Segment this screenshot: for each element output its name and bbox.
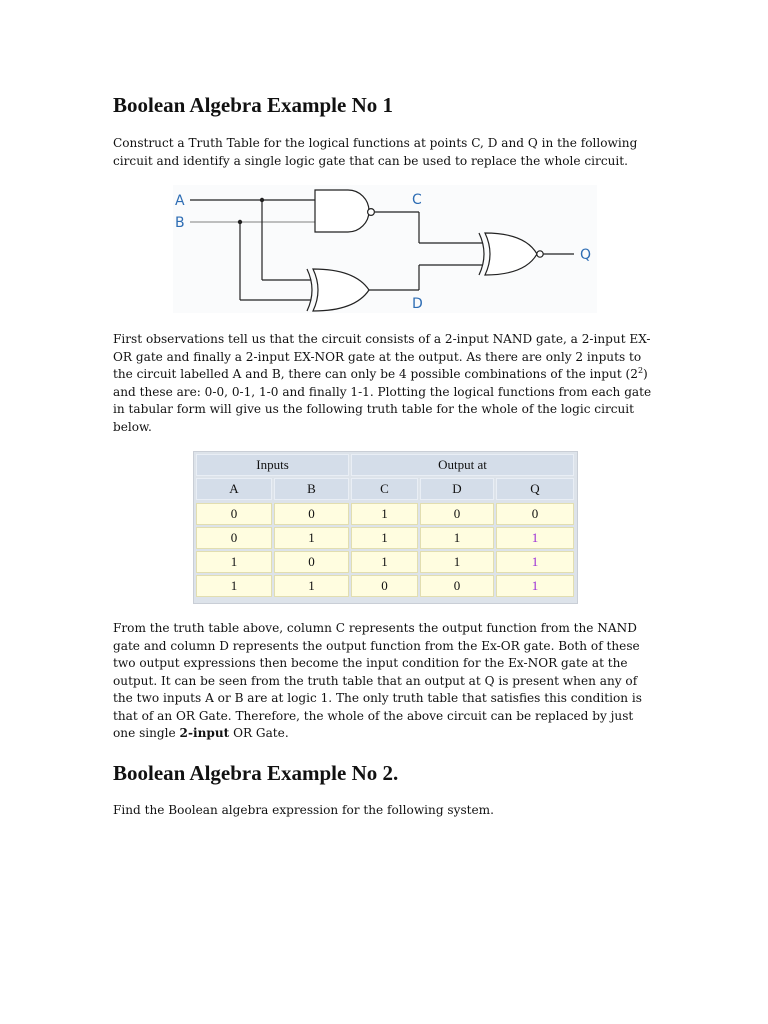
table-cell: 0 (351, 575, 418, 597)
table-group-output: Output at (351, 454, 574, 476)
table-header-b: B (274, 478, 349, 500)
table-cell: 1 (496, 575, 574, 597)
observation-superscript: 2 (637, 365, 644, 375)
example-2-intro: Find the Boolean algebra expression for the following system. (113, 803, 494, 817)
table-header-a: A (196, 478, 272, 500)
table-header-q: Q (496, 478, 574, 500)
xnor-gate-back (479, 233, 484, 275)
label-a: A (175, 193, 185, 209)
junction-a (260, 198, 264, 202)
observation-text-1: First observations tell us that the circuit consists of a 2-input NAND gate, a 2-input EX-OR gate and finally a 2-input EX-NOR gate at the output. As there are only 2 inputs to the circuit labelled A and B, there can only be 4 possible combinations of the input (2 (113, 332, 651, 381)
table-cell: 0 (196, 527, 272, 549)
table-cell: 1 (274, 575, 349, 597)
label-b: B (175, 215, 185, 231)
truth-table (193, 451, 578, 604)
label-c: C (412, 192, 422, 208)
example-1-title: Boolean Algebra Example No 1 (113, 93, 394, 117)
table-cell: 1 (351, 551, 418, 573)
conclusion-bold: 2-input (179, 726, 230, 740)
example-2-title: Boolean Algebra Example No 2. (113, 761, 399, 785)
label-d: D (412, 296, 423, 312)
label-q: Q (580, 247, 592, 263)
table-header-c: C (351, 478, 418, 500)
table-cell: 1 (351, 527, 418, 549)
table-cell: 1 (196, 551, 272, 573)
junction-b (238, 220, 242, 224)
table-cell: 0 (196, 503, 272, 525)
logic-circuit-diagram (173, 185, 597, 313)
xor-gate-back (307, 269, 312, 311)
example-1-conclusion (113, 620, 658, 743)
table-cell: 0 (420, 503, 494, 525)
conclusion-text-2: OR Gate. (229, 726, 289, 740)
table-cell: 0 (496, 503, 574, 525)
table-cell: 0 (274, 551, 349, 573)
table-header-d: D (420, 478, 494, 500)
table-cell: 0 (274, 503, 349, 525)
table-cell: 1 (420, 527, 494, 549)
table-cell: 1 (420, 551, 494, 573)
observation-text-2: ) and these are: 0-0, 0-1, 1-0 and finally 1-1. Plotting the logical functions from each gate in tabular form will give us the following truth table for the whole of the logic circuit below. (113, 367, 652, 434)
table-cell: 1 (274, 527, 349, 549)
xor-gate (313, 269, 369, 311)
xnor-bubble (537, 251, 543, 257)
table-cell: 1 (351, 503, 418, 525)
table-cell: 1 (496, 527, 574, 549)
conclusion-text-1: From the truth table above, column C represents the output function from the NAND gate and column D represents the output function from the Ex-OR gate. Both of these two output expressions then become the input condition for the Ex-NOR gate at the output. It can be seen from the truth table that an output at Q is present when any of the two inputs A or B are at logic 1. The only truth table that satisfies this condition is that of an OR Gate. Therefore, the whole of the above circuit can be replaced by just one single (113, 621, 642, 740)
example-1-observations (113, 331, 658, 436)
xnor-gate (485, 233, 537, 275)
example-1-intro: Construct a Truth Table for the logical functions at points C, D and Q in the following circuit and identify a single logic gate that can be used to replace the whole circuit. (113, 136, 638, 168)
nand-gate (315, 190, 369, 232)
table-cell: 0 (420, 575, 494, 597)
table-cell: 1 (196, 575, 272, 597)
table-group-inputs: Inputs (196, 454, 349, 476)
table-cell: 1 (496, 551, 574, 573)
nand-bubble (368, 209, 375, 216)
